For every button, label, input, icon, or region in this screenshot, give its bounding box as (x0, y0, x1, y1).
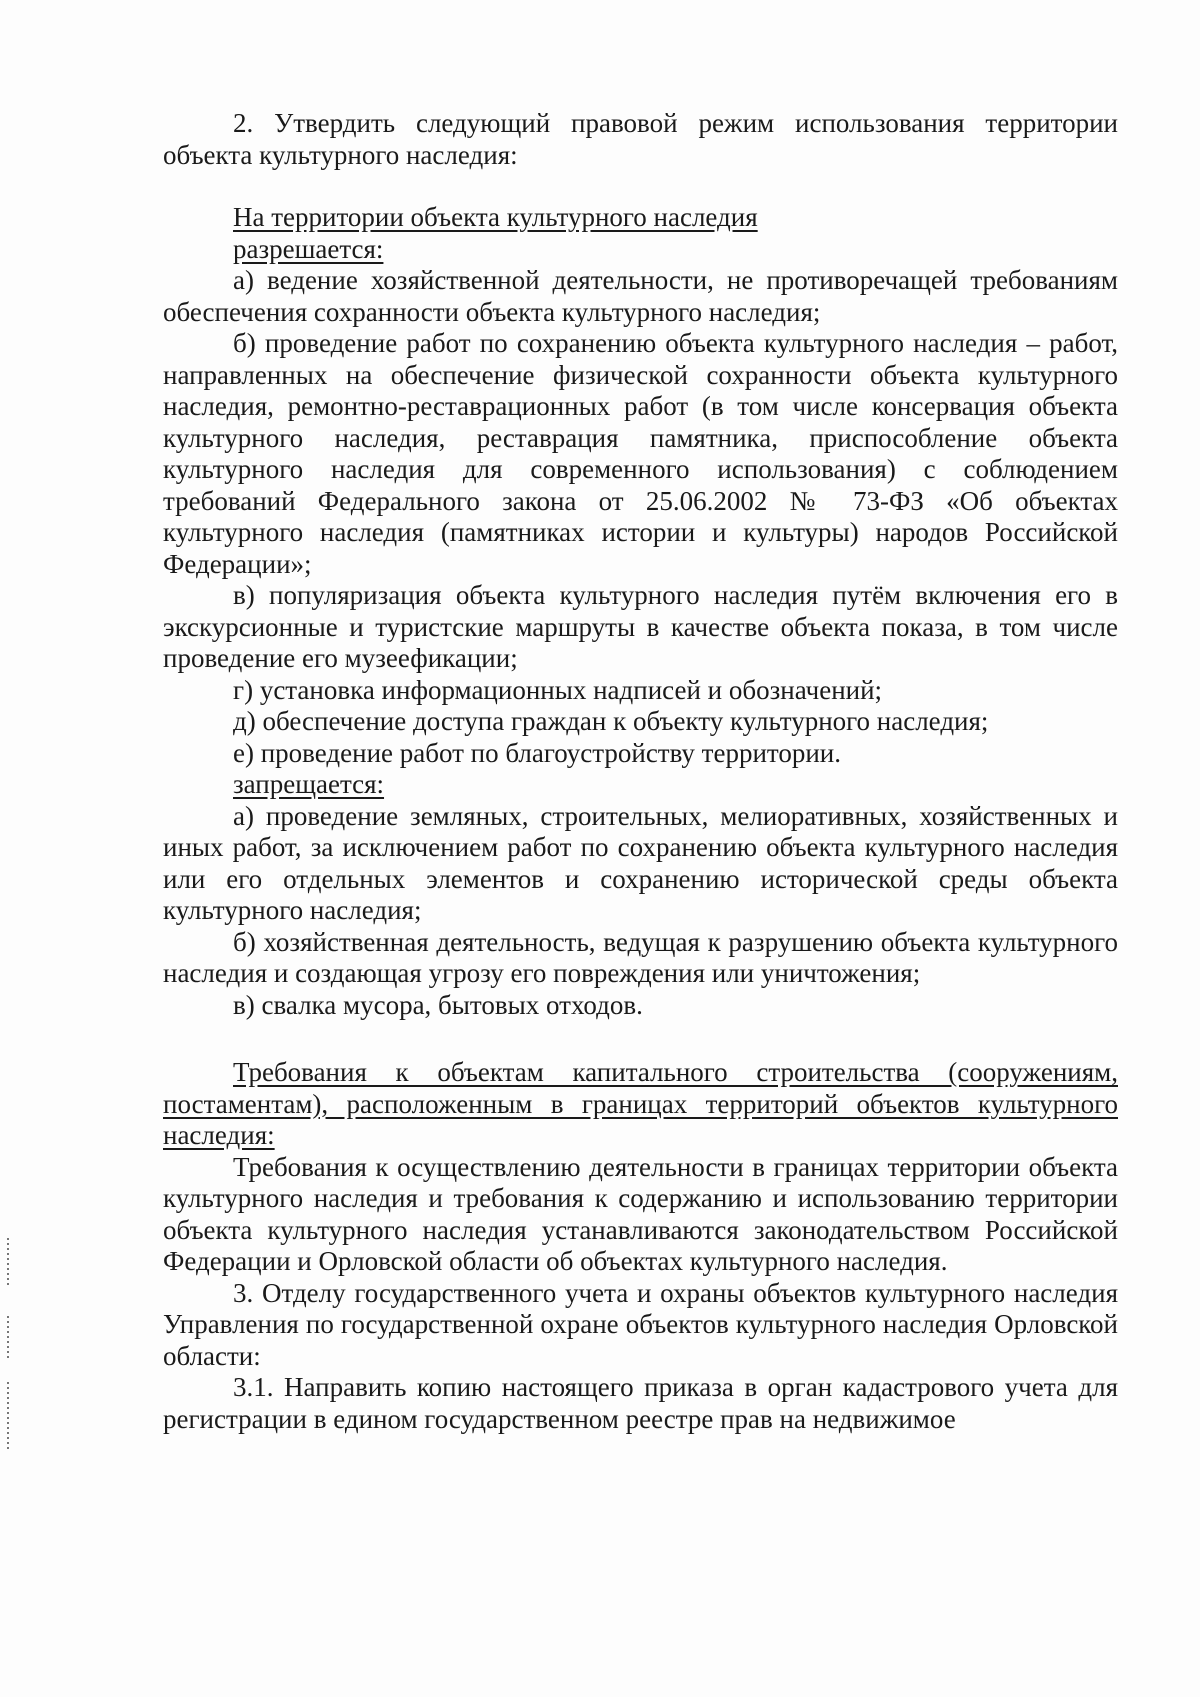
item-3: 3. Отделу государственного учета и охраны объектов культурного наследия Управления по государственной охране объектов культурного наследия Орловской области: (163, 1277, 1118, 1371)
prohibited-item-a: а) проведение земляных, строительных, мелиоративных, хозяйственных и иных работ, за исключением работ по сохранению объекта культурного наследия или его отдельных элементов и сохранению исторической среды объекта культурного наследия; (163, 800, 1118, 925)
allowed-item-g: г) установка информационных надписей и обозначений; (233, 674, 883, 705)
prohibited-item-b: б) хозяйственная деятельность, ведущая к разрушению объекта культурного наследия и создающая угрозу его повреждения или уничтожения; (163, 926, 1118, 988)
allowed-item-v: в) популяризация объекта культурного наследия путём включения его в экскурсионные и туристские маршруты в качестве объекта показа, в том числе проведение его музеефикации; (163, 580, 1118, 673)
allowed-label: разрешается: (233, 233, 384, 264)
allowed-item-e: е) проведение работ по благоустройству территории. (233, 737, 842, 768)
requirements-heading-text: Требования к объектам капитального строительства (сооружениям, постаментам), расположенным в границах территорий объектов культурного наследия: (163, 1057, 1118, 1150)
item-3-1: 3.1. Направить копию настоящего приказа в орган кадастрового учета для регистрации в едином государственном реестре прав на недвижимое (163, 1372, 1118, 1434)
scan-edge-mark-top (7, 1238, 9, 1286)
scan-edge-mark-middle (7, 1316, 9, 1358)
territory-heading: На территории объекта культурного наследия (233, 202, 758, 232)
allowed-item-a: а) ведение хозяйственной деятельности, не противоречащей требованиям обеспечения сохранности объекта культурного наследия; (163, 265, 1118, 327)
item-2-intro: 2. Утвердить следующий правовой режим использования территории объекта культурного наследия: (163, 108, 1118, 170)
allowed-item-d: д) обеспечение доступа граждан к объекту культурного наследия; (233, 706, 989, 736)
scan-edge-mark-bottom (7, 1382, 9, 1450)
allowed-item-b: б) проведение работ по сохранению объекта культурного наследия – работ, направленных на обеспечение физической сохранности объекта культурного наследия, ремонтно-реставрационных работ (в том числе консервация объекта культурного наследия, реставрация памятника, приспособление объекта культурного наследия для современного использования) с соблюдением требований Федерального закона от 25.06.2002 № 73-ФЗ «Об объектах культурного наследия (памятниках истории и культуры) народов Российской Федерации»; (163, 328, 1118, 579)
section-spacer (163, 171, 1118, 202)
document-body (163, 108, 1118, 1435)
prohibited-label: запрещается: (233, 769, 385, 799)
prohibited-item-v: в) свалка мусора, бытовых отходов. (233, 989, 643, 1020)
section-spacer (163, 1021, 1118, 1057)
requirements-heading (163, 1057, 1118, 1152)
requirements-text: Требования к осуществлению деятельности в границах территории объекта культурного наследия и требования к содержанию и использованию территории объекта культурного наследия устанавливаются законодательством Российской Федерации и Орловской области об объектах культурного наследия. (163, 1151, 1118, 1276)
